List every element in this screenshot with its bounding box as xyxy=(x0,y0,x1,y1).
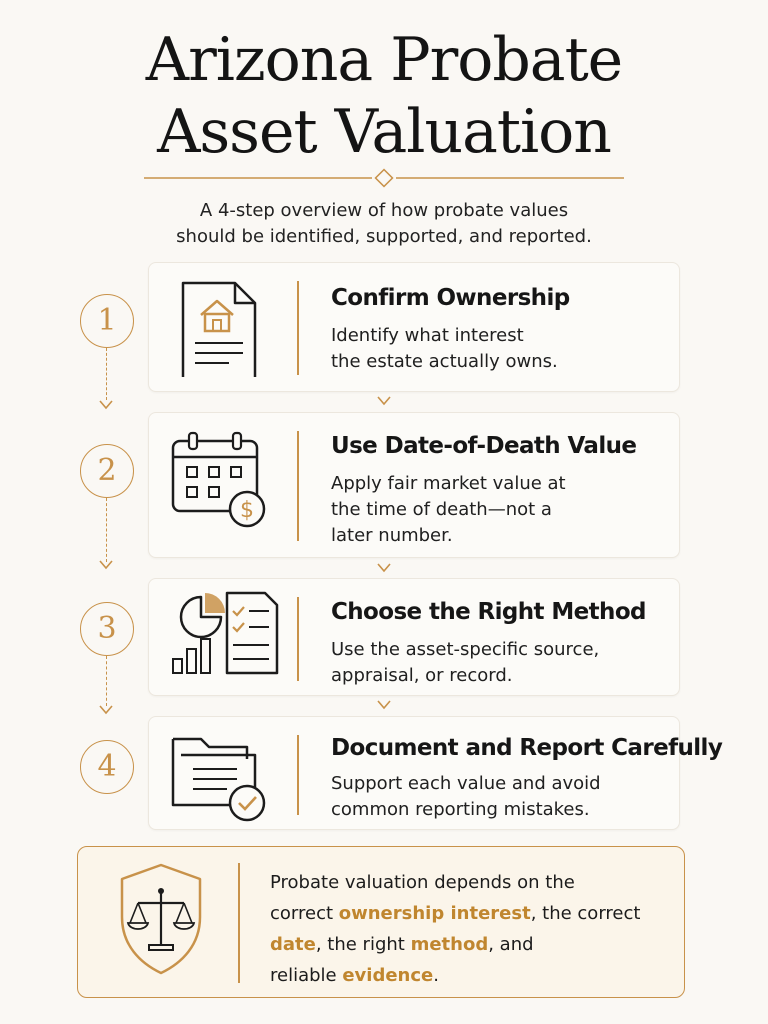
step-number-1: 1 xyxy=(80,294,134,348)
charts-checklist-icon xyxy=(165,589,279,689)
step-card-2 xyxy=(148,412,680,558)
down-arrow-icon xyxy=(99,705,113,715)
subtitle-line-2: should be identified, supported, and reported. xyxy=(176,226,592,247)
shield-scales-icon xyxy=(116,861,206,977)
title-line-1: Arizona Probate xyxy=(145,25,623,95)
step-title-2: Use Date-of-Death Value xyxy=(331,433,637,459)
down-arrow-icon xyxy=(377,700,391,710)
down-arrow-icon xyxy=(377,563,391,573)
down-arrow-icon xyxy=(377,396,391,406)
title-divider xyxy=(144,168,624,188)
step-card-1 xyxy=(148,262,680,392)
step-title-1: Confirm Ownership xyxy=(331,285,570,311)
step-number-4: 4 xyxy=(80,740,134,794)
highlight-ownership-interest: ownership interest xyxy=(338,903,531,924)
highlight-evidence: evidence xyxy=(342,965,434,986)
subtitle xyxy=(0,198,768,250)
highlight-method: method xyxy=(410,934,489,955)
highlight-date: date xyxy=(270,934,316,955)
title-line-2: Asset Valuation xyxy=(157,97,611,167)
svg-text:$: $ xyxy=(240,498,254,523)
connector-line-1 xyxy=(106,348,107,400)
connector-line-3 xyxy=(106,656,107,706)
step-desc-4: Support each value and avoid common reporting mistakes. xyxy=(331,773,601,820)
step-title-4: Document and Report Carefully xyxy=(331,735,723,761)
calendar-dollar-icon xyxy=(165,431,279,531)
subtitle-line-1: A 4-step overview of how probate values xyxy=(199,200,569,221)
step-number-2: 2 xyxy=(80,444,134,498)
summary-text: Probate valuation depends on the correct ownership interest, the correct date, the right method, and reliable evidence. xyxy=(270,872,641,986)
step-desc-2: Apply fair market value at the time of death—not a later number. xyxy=(331,473,566,546)
summary-box xyxy=(77,846,685,998)
step-desc-1: Identify what interest the estate actually owns. xyxy=(331,325,558,372)
house-document-icon xyxy=(165,277,279,377)
down-arrow-icon xyxy=(99,400,113,410)
page-title xyxy=(0,24,768,168)
folder-check-icon xyxy=(165,729,279,829)
connector-line-2 xyxy=(106,498,107,562)
step-desc-3: Use the asset-specific source, appraisal, or record. xyxy=(331,639,600,686)
down-arrow-icon xyxy=(99,560,113,570)
step-number-3: 3 xyxy=(80,602,134,656)
step-card-4 xyxy=(148,716,723,830)
step-title-3: Choose the Right Method xyxy=(331,599,646,625)
step-card-3 xyxy=(148,578,680,696)
